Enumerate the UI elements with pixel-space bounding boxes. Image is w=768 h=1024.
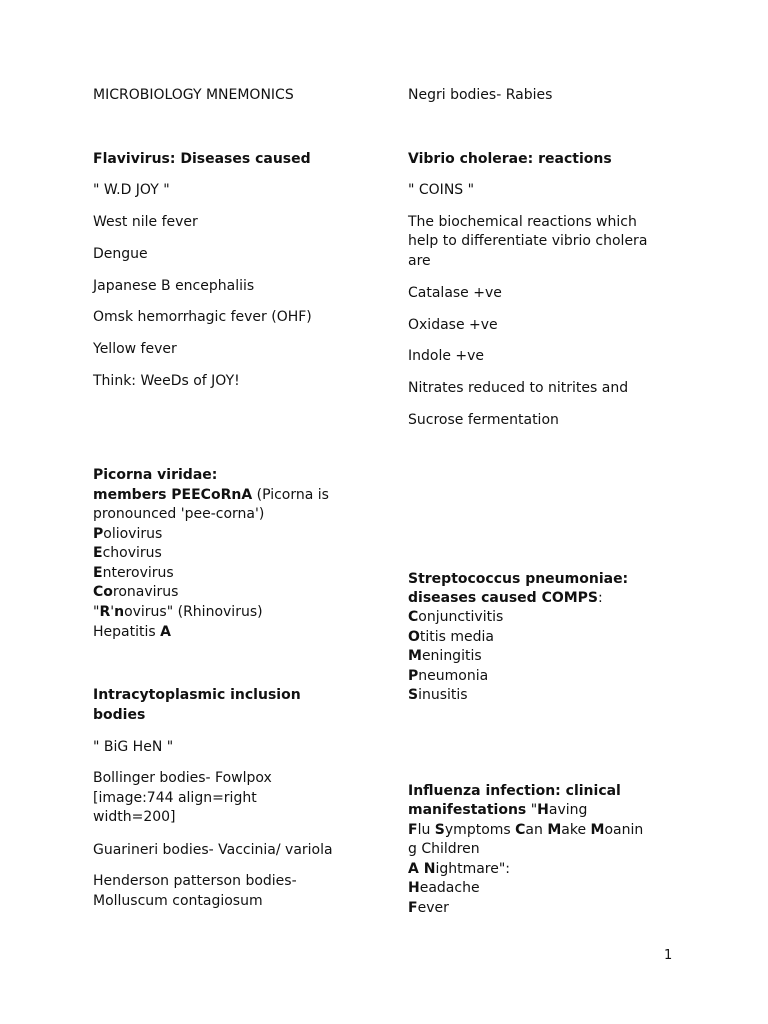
- initial-letter: H: [408, 880, 420, 896]
- influenza-item: [408, 899, 449, 919]
- initial-letter: M: [408, 648, 422, 664]
- item-rest: inusitis: [418, 687, 468, 703]
- inclusion-item-bollinger-line2: [image:744 align=right: [93, 790, 257, 806]
- picorna-note: (Picorna is: [252, 487, 329, 503]
- initial-letter: M: [590, 822, 605, 838]
- negri-bodies-item: Negri bodies- Rabies: [408, 87, 553, 103]
- initial-letter: H: [537, 802, 549, 818]
- initial-letter: M: [547, 822, 562, 838]
- initial-letter: A N: [408, 861, 436, 877]
- vibrio-heading: Vibrio cholerae: reactions: [408, 151, 612, 167]
- influenza-mnemonic-line: [408, 821, 643, 841]
- document-title: MICROBIOLOGY MNEMONICS: [93, 87, 294, 103]
- item-rest: aving: [548, 802, 588, 818]
- influenza-mnemonic-line: [408, 860, 510, 880]
- vibrio-item: Catalase +ve: [408, 285, 502, 301]
- vibrio-mnemonic: " COINS ": [408, 182, 475, 198]
- strep-item: [408, 667, 488, 687]
- initial-letter: O: [408, 629, 420, 645]
- initial-letter: S: [434, 822, 445, 838]
- vibrio-item: Nitrates reduced to nitrites and: [408, 380, 629, 396]
- item-rest: eadache: [419, 880, 480, 896]
- vibrio-item: Oxidase +ve: [408, 317, 498, 333]
- flavivirus-item: Dengue: [93, 246, 148, 262]
- initial-letter: E: [93, 545, 103, 561]
- flavivirus-heading: Flavivirus: Diseases caused: [93, 151, 311, 167]
- item-rest: an: [525, 822, 548, 838]
- picorna-item: [93, 564, 174, 584]
- initial-letter: n: [114, 604, 125, 620]
- initial-letter: P: [408, 668, 419, 684]
- inclusion-item-bollinger-line3: width=200]: [93, 809, 176, 825]
- item-rest: Hepatitis: [93, 624, 161, 640]
- initial-letter: Co: [93, 584, 113, 600]
- initial-letter: E: [93, 565, 103, 581]
- quote: ": [526, 802, 538, 818]
- strep-item: [408, 608, 503, 628]
- inclusion-item-guarineri: Guarineri bodies- Vaccinia/ variola: [93, 842, 333, 858]
- picorna-heading-line2: [93, 486, 329, 506]
- item-rest: oliovirus: [103, 526, 163, 542]
- inclusion-item-bollinger: Bollinger bodies- Fowlpox: [93, 770, 272, 786]
- picorna-acronym: members PEECoRnA: [93, 487, 253, 503]
- initial-letter: F: [408, 822, 418, 838]
- vibrio-item: Indole +ve: [408, 348, 485, 364]
- item-rest: lu: [417, 822, 435, 838]
- initial-letter: C: [408, 609, 419, 625]
- vibrio-description: The biochemical reactions which: [408, 214, 637, 230]
- influenza-heading: Influenza infection: clinical: [408, 783, 621, 799]
- item-rest: ovirus": [124, 604, 174, 620]
- influenza-mnemonic-line: g Children: [408, 841, 480, 857]
- item-rest: titis media: [419, 629, 495, 645]
- picorna-item: [93, 525, 162, 545]
- inclusion-heading: Intracytoplasmic inclusion: [93, 687, 301, 703]
- flavivirus-item: Omsk hemorrhagic fever (OHF): [93, 309, 312, 325]
- item-rest: ever: [417, 900, 449, 916]
- inclusion-heading-line2: bodies: [93, 707, 146, 723]
- vibrio-description-line2: help to differentiate vibrio cholera: [408, 233, 648, 249]
- strep-item: [408, 647, 482, 667]
- strep-item: [408, 628, 494, 648]
- item-rest: chovirus: [102, 545, 162, 561]
- flavivirus-item: West nile fever: [93, 214, 198, 230]
- inclusion-item-henderson-line2: Molluscum contagiosum: [93, 893, 263, 909]
- strep-heading-line2: [408, 589, 603, 609]
- initial-letter: S: [408, 687, 419, 703]
- initial-letter: A: [160, 624, 171, 640]
- item-rest: ronavirus: [112, 584, 179, 600]
- picorna-heading: Picorna viridae:: [93, 467, 218, 483]
- vibrio-item: Sucrose fermentation: [408, 412, 559, 428]
- page-number: 1: [664, 948, 673, 963]
- inclusion-mnemonic: " BiG HeN ": [93, 739, 174, 755]
- picorna-note-line2: pronounced 'pee-corna'): [93, 506, 265, 522]
- initial-letter: P: [93, 526, 104, 542]
- strep-acronym: diseases caused COMPS: [408, 590, 599, 606]
- item-rest: ightmare":: [435, 861, 511, 877]
- picorna-item: [93, 583, 178, 603]
- influenza-item: [408, 879, 480, 899]
- item-rest: ymptoms: [444, 822, 516, 838]
- apostrophe: ': [110, 604, 115, 620]
- colon: :: [598, 590, 603, 606]
- influenza-heading-word: manifestations: [408, 802, 527, 818]
- item-rest: oanin: [604, 822, 644, 838]
- strep-heading: Streptococcus pneumoniae:: [408, 571, 629, 587]
- flavivirus-think: Think: WeeDs of JOY!: [93, 373, 240, 389]
- inclusion-item-henderson: Henderson patterson bodies-: [93, 873, 297, 889]
- item-rest: onjunctivitis: [418, 609, 504, 625]
- item-rest: nterovirus: [102, 565, 174, 581]
- item-note: (Rhinovirus): [173, 604, 263, 620]
- strep-item: [408, 686, 468, 706]
- flavivirus-item: Japanese B encephaliis: [93, 278, 255, 294]
- vibrio-description-line3: are: [408, 253, 431, 269]
- picorna-item-hepatitis: [93, 623, 171, 643]
- flavivirus-item: Yellow fever: [93, 341, 177, 357]
- item-rest: ake: [561, 822, 591, 838]
- picorna-item-rhinovirus: [93, 603, 263, 623]
- initial-letter: F: [408, 900, 418, 916]
- influenza-heading-line2: [408, 801, 587, 821]
- flavivirus-mnemonic: " W.D JOY ": [93, 182, 170, 198]
- initial-letter: C: [515, 822, 526, 838]
- initial-letter: R: [99, 604, 111, 620]
- item-rest: neumonia: [418, 668, 489, 684]
- picorna-item: [93, 544, 162, 564]
- quote: ": [93, 604, 100, 620]
- item-rest: eningitis: [421, 648, 482, 664]
